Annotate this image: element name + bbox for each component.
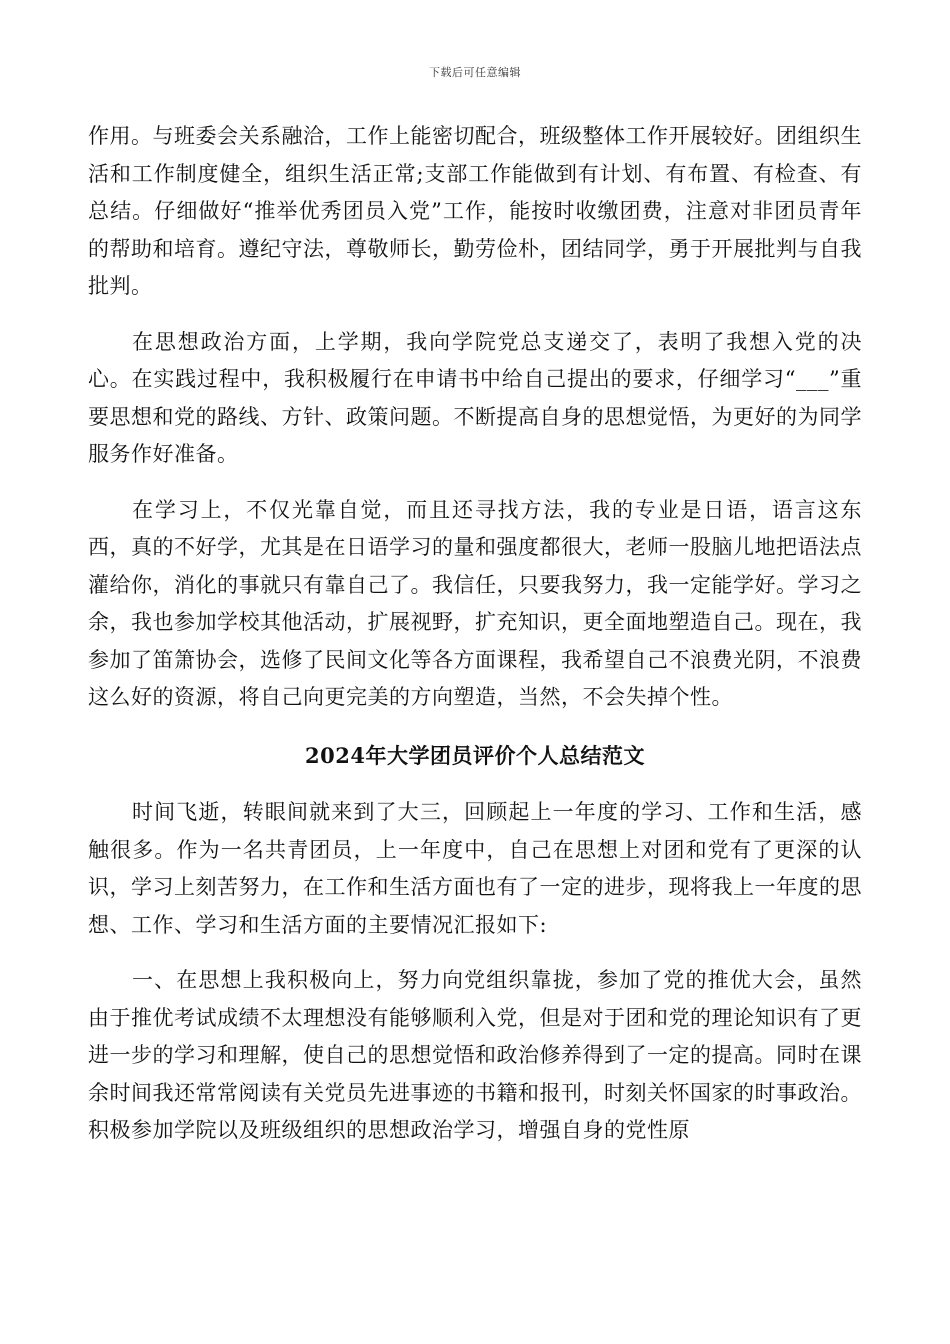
paragraph-continuation: 作用。与班委会关系融洽，工作上能密切配合，班级整体工作开展较好。团组织生活和工作制度健全，组织生活正常;支部工作能做到有计划、有布置、有检查、有总结。仔细做好“推举优秀团员入党”工作，能按时收缴团费，注意对非团员青年的帮助和培育。遵纪守法，尊敬师长，勤劳俭朴，团结同学，勇于开展批判与自我批判。: [88, 124, 862, 298]
paragraph-political-thought: 在思想政治方面，上学期，我向学院党总支递交了，表明了我想入党的决心。在实践过程中，我积极履行在申请书中给自己提出的要求，仔细学习“___”重要思想和党的路线、方针、政策问题。不断提高自身的思想觉悟，为更好的为同学服务作好准备。: [88, 329, 862, 466]
document-title: 2024年大学团员评价个人总结范文: [305, 742, 645, 768]
document-body: [88, 118, 862, 1150]
paragraph-study: 在学习上，不仅光靠自觉，而且还寻找方法，我的专业是日语，语言这东西，真的不好学，尤其是在日语学习的量和强度都很大，老师一股脑儿地把语法点灌给你，消化的事就只有靠自己了。我信任，只要我努力，我一定能学好。学习之余，我也参加学校其他活动，扩展视野，扩充知识，更全面地塑造自己。现在，我参加了笛箫协会，选修了民间文化等各方面课程，我希望自己不浪费光阴，不浪费这么好的资源，将自己向更完美的方向塑造，当然，不会失掉个性。: [88, 497, 862, 709]
page-header-note: 下载后可任意编辑: [429, 66, 521, 79]
paragraph-intro: 时间飞逝，转眼间就来到了大三，回顾起上一年度的学习、工作和生活，感触很多。作为一名共青团员，上一年度中，自己在思想上对团和党有了更深的认识，学习上刻苦努力，在工作和生活方面也有了一定的进步，现将我上一年度的思想、工作、学习和生活方面的主要情况汇报如下:: [88, 800, 862, 937]
paragraph-section-one: 一、在思想上我积极向上，努力向党组织靠拢，参加了党的推优大会，虽然由于推优考试成绩不太理想没有能够顺利入党，但是对于团和党的理论知识有了更进一步的学习和理解，使自己的思想觉悟和政治修养得到了一定的提高。同时在课余时间我还常常阅读有关党员先进事迹的书籍和报刊，时刻关怀国家的时事政治。积极参加学院以及班级组织的思想政治学习，增强自身的党性原: [88, 968, 862, 1142]
